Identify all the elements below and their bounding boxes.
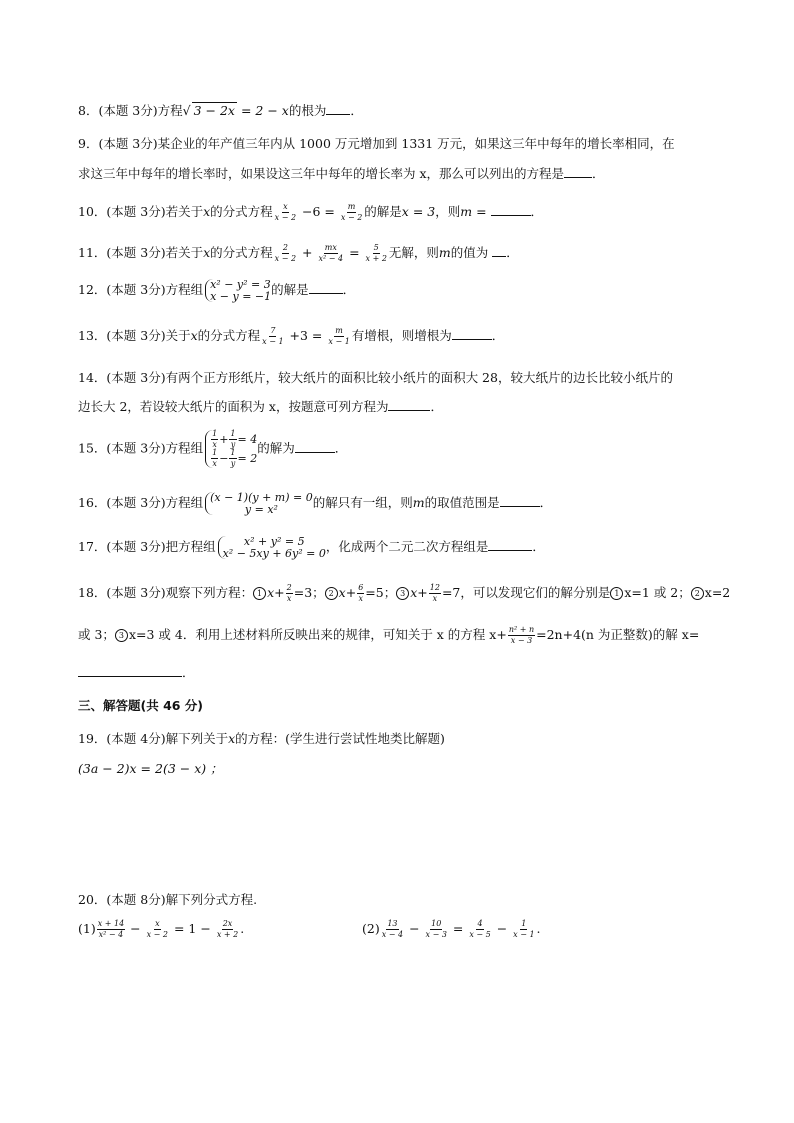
numerator: 1 bbox=[521, 919, 527, 928]
q8-rhs: = 2 − x bbox=[237, 103, 289, 118]
q13-tail: 有增根，则增根为 bbox=[351, 328, 452, 343]
answer-blank[interactable] bbox=[388, 399, 430, 411]
q16-end: ． bbox=[539, 495, 553, 511]
q18-text: 18．(本题 3分)观察下列方程： bbox=[78, 585, 254, 600]
part-label: (2) bbox=[362, 921, 380, 936]
numerator: x bbox=[155, 919, 160, 928]
question-8 bbox=[78, 103, 363, 118]
expr: =7，可以发现它们的解分别是 bbox=[441, 585, 611, 600]
expr: x=3 或 4．利用上述材料所反映出来的规律，可知关于 x 的方程 x+ bbox=[128, 627, 507, 642]
operator: − bbox=[492, 921, 512, 936]
q10-end: ． bbox=[530, 204, 544, 219]
operator: = 1 − bbox=[170, 921, 215, 936]
fraction bbox=[468, 920, 491, 939]
q8-tail: 的根为 bbox=[288, 103, 327, 118]
answer-blank[interactable] bbox=[78, 665, 182, 677]
expr: =3； bbox=[293, 585, 325, 600]
numerator: m bbox=[335, 326, 343, 335]
question-17 bbox=[78, 536, 545, 559]
denominator: x − 4 bbox=[381, 930, 404, 939]
numerator: x bbox=[283, 202, 288, 211]
expr: 或 3； bbox=[78, 627, 115, 642]
denominator: x bbox=[432, 594, 438, 603]
numerator: m bbox=[347, 202, 356, 211]
circled-number: 3 bbox=[396, 587, 409, 600]
numerator: 1 bbox=[212, 448, 218, 457]
q12-tail: 的解是 bbox=[271, 282, 309, 298]
q13-mid: 的分式方程 bbox=[197, 328, 261, 343]
numerator: 1 bbox=[230, 429, 236, 438]
q8-radicand: 3 − 2x bbox=[193, 103, 235, 118]
operator: +3 = bbox=[285, 328, 327, 343]
question-10 bbox=[78, 203, 543, 222]
q12-text: 12．(本题 3分)方程组 bbox=[78, 282, 204, 298]
fraction bbox=[211, 449, 218, 468]
q19-text: 19．(本题 4分)解下列关于 bbox=[78, 731, 229, 746]
operator: − bbox=[219, 451, 229, 465]
circled-number: 2 bbox=[691, 587, 704, 600]
circled-number: 1 bbox=[610, 587, 623, 600]
var-m: m bbox=[438, 245, 451, 260]
fraction bbox=[97, 920, 125, 939]
fraction bbox=[274, 244, 297, 263]
circled-number: 1 bbox=[253, 587, 266, 600]
fraction bbox=[365, 244, 388, 263]
fraction bbox=[357, 584, 364, 603]
sqrt-sign: √ bbox=[182, 103, 191, 118]
system-row-1: x² − y² = 3 bbox=[210, 278, 271, 291]
q11-mid2: 无解，则 bbox=[388, 245, 439, 260]
q12-end: ． bbox=[342, 282, 356, 298]
denominator: x − 1 bbox=[513, 930, 535, 939]
numerator: 6 bbox=[358, 583, 364, 592]
fraction bbox=[381, 920, 404, 939]
q8-text: 8．(本题 3分)方程 bbox=[78, 103, 183, 118]
numerator: 13 bbox=[387, 919, 398, 928]
denominator: x² − 4 bbox=[318, 254, 344, 263]
var-m: m bbox=[412, 495, 425, 511]
question-9-line2 bbox=[78, 166, 605, 181]
fraction bbox=[274, 203, 297, 222]
equation-system bbox=[218, 536, 326, 559]
denominator: x bbox=[358, 594, 363, 603]
denominator: y bbox=[230, 459, 236, 468]
question-20-part-1 bbox=[78, 920, 244, 939]
fraction bbox=[216, 920, 239, 939]
q17-text: 17．(本题 3分)把方程组 bbox=[78, 539, 216, 555]
period: . bbox=[536, 921, 541, 936]
question-16 bbox=[78, 492, 552, 515]
denominator: x + 2 bbox=[365, 254, 387, 263]
period: . bbox=[240, 921, 245, 936]
question-14-line2 bbox=[78, 399, 443, 414]
expr: x=1 或 2； bbox=[624, 585, 691, 600]
numerator: mx bbox=[324, 243, 337, 252]
q19-tail: 的方程：(学生进行尝试性地类比解题) bbox=[235, 731, 445, 746]
question-18-line2 bbox=[78, 626, 699, 645]
q10-mid2: 的解是 bbox=[364, 204, 402, 219]
q11-text: 11．(本题 3分)若关于 bbox=[78, 245, 204, 260]
question-20-part-2 bbox=[362, 920, 541, 939]
expr: =2n+4(n 为正整数)的解 x= bbox=[536, 627, 700, 642]
numerator: 2 bbox=[286, 583, 292, 592]
system-row-2 bbox=[210, 449, 257, 468]
denominator: x bbox=[212, 459, 217, 468]
denominator: x − 2 bbox=[146, 930, 169, 939]
answer-blank[interactable] bbox=[309, 282, 343, 294]
question-18-line3 bbox=[78, 665, 195, 680]
answer-blank[interactable] bbox=[491, 204, 531, 216]
numerator: 7 bbox=[270, 326, 276, 335]
system-row-2: y = x² bbox=[244, 502, 278, 516]
operator: − bbox=[126, 921, 145, 936]
q15-tail: 的解为 bbox=[257, 440, 295, 456]
circled-number: 3 bbox=[115, 629, 128, 642]
system-row-2: x − y = −1 bbox=[210, 289, 272, 303]
expr: x+ bbox=[410, 585, 428, 600]
system-row-1: (x − 1)(y + m) = 0 bbox=[210, 491, 313, 504]
q11-tail: 的值为 bbox=[450, 245, 493, 260]
q13-end: ． bbox=[491, 328, 505, 343]
numerator: 4 bbox=[477, 919, 483, 928]
q8-end: ． bbox=[350, 103, 363, 118]
question-9-line1: 9．(本题 3分)某企业的年产值三年内从 1000 万元增加到 1331 万元，如果这三年中每年的增长率相同，在 bbox=[78, 136, 675, 151]
q13-text: 13．(本题 3分)关于 bbox=[78, 328, 191, 343]
var-x: x bbox=[203, 245, 211, 260]
expr: x+ bbox=[338, 585, 357, 600]
fraction bbox=[261, 327, 284, 346]
question-13 bbox=[78, 327, 504, 346]
q10-ask: m = bbox=[460, 204, 491, 219]
denominator: x − 5 bbox=[469, 930, 491, 939]
denominator: x − 1 bbox=[328, 337, 350, 346]
answer-blank[interactable] bbox=[326, 103, 350, 115]
fraction bbox=[508, 626, 535, 645]
question-19-equation: (3a − 2)x = 2(3 − x) ； bbox=[78, 761, 223, 776]
denominator: x − 2 bbox=[274, 213, 297, 222]
q14-text: 边长大 2，若设较大纸片的面积为 x，按题意可列方程为 bbox=[78, 399, 389, 414]
numerator: x + 14 bbox=[97, 919, 125, 928]
numerator: 2 bbox=[282, 243, 288, 252]
fraction bbox=[211, 430, 218, 449]
denominator: x bbox=[212, 440, 217, 449]
answer-blank[interactable] bbox=[500, 495, 540, 507]
denominator: y bbox=[230, 440, 236, 449]
fraction bbox=[229, 430, 236, 449]
operator: + bbox=[219, 432, 229, 446]
fraction bbox=[146, 920, 169, 939]
denominator: x − 2 bbox=[274, 254, 297, 263]
q17-tail: ，化成两个二元二次方程组是 bbox=[325, 539, 489, 555]
q16-tail: 的解只有一组，则 bbox=[312, 495, 413, 511]
denominator: x − 2 bbox=[340, 213, 363, 222]
rhs: = 2 bbox=[237, 451, 258, 465]
equation-system bbox=[205, 492, 313, 515]
denominator: x − 3 bbox=[425, 930, 447, 939]
equation-system bbox=[205, 430, 257, 468]
fraction bbox=[286, 584, 293, 603]
q15-text: 15．(本题 3分)方程组 bbox=[78, 440, 204, 456]
question-15 bbox=[78, 430, 347, 468]
system-row-2: x² − 5xy + 6y² = 0 bbox=[222, 546, 326, 560]
fraction bbox=[317, 244, 344, 263]
operator: = bbox=[448, 921, 468, 936]
q9-text: 求这三年中每年的增长率时，如果设这三年中每年的增长率为 x，那么可以列出的方程是 bbox=[78, 166, 565, 181]
expr: =5； bbox=[365, 585, 397, 600]
question-20: 20．(本题 8分)解下列分式方程. bbox=[78, 892, 258, 907]
question-19 bbox=[78, 731, 445, 746]
denominator: x² − 4 bbox=[98, 930, 124, 939]
q10-mid3: ，则 bbox=[435, 204, 461, 219]
q14-end: ． bbox=[430, 399, 443, 414]
numerator: 12 bbox=[429, 583, 440, 592]
system-row-1: x² + y² = 5 bbox=[243, 535, 305, 548]
var-x: x bbox=[203, 204, 211, 219]
var-x: x bbox=[190, 328, 198, 343]
answer-blank[interactable] bbox=[488, 539, 532, 551]
answer-blank[interactable] bbox=[452, 328, 492, 340]
numerator: 10 bbox=[431, 919, 442, 928]
operator: = bbox=[345, 245, 364, 260]
q16-tail2: 的取值范围是 bbox=[424, 495, 500, 511]
operator: + bbox=[298, 245, 317, 260]
answer-blank[interactable] bbox=[492, 245, 506, 257]
denominator: x − 1 bbox=[262, 337, 284, 346]
numerator: 5 bbox=[373, 243, 379, 252]
var-x: x bbox=[228, 731, 236, 746]
question-11 bbox=[78, 244, 519, 263]
question-18-line1 bbox=[78, 584, 730, 603]
question-12 bbox=[78, 279, 355, 302]
denominator: x bbox=[286, 594, 292, 603]
q11-end: ． bbox=[506, 245, 519, 260]
fraction bbox=[512, 920, 535, 939]
answer-blank[interactable] bbox=[564, 166, 592, 178]
q17-end: ． bbox=[532, 539, 545, 555]
fraction bbox=[429, 584, 441, 603]
section-heading: 三、解答题(共 46 分) bbox=[78, 698, 204, 713]
numerator: 1 bbox=[230, 448, 236, 457]
fraction bbox=[425, 920, 448, 939]
q10-mid: 的分式方程 bbox=[210, 204, 273, 219]
q18-end: ． bbox=[182, 665, 195, 680]
q10-text: 10．(本题 3分)若关于 bbox=[78, 204, 204, 219]
numerator: 1 bbox=[212, 429, 218, 438]
numerator: n² + n bbox=[508, 625, 535, 634]
numerator: 2x bbox=[222, 919, 233, 928]
expr: x+ bbox=[267, 585, 285, 600]
system-row-1 bbox=[210, 430, 257, 449]
operator: − bbox=[405, 921, 424, 936]
fraction bbox=[229, 449, 236, 468]
q15-end: ． bbox=[334, 440, 348, 456]
q11-mid: 的分式方程 bbox=[210, 245, 273, 260]
denominator: x + 2 bbox=[216, 930, 239, 939]
fraction bbox=[327, 327, 350, 346]
answer-blank[interactable] bbox=[295, 441, 335, 453]
denominator: x − 3 bbox=[510, 636, 533, 645]
q16-text: 16．(本题 3分)方程组 bbox=[78, 495, 204, 511]
fraction bbox=[340, 203, 363, 222]
question-14-line1: 14．(本题 3分)有两个正方形纸片，较大纸片的面积比较小纸片的面积大 28，较大纸片的边长比较小纸片的 bbox=[78, 370, 673, 385]
operator: −6 = bbox=[298, 204, 339, 219]
expr: x=2 bbox=[704, 585, 731, 600]
q9-end: ． bbox=[592, 166, 605, 181]
q10-solution: x = 3 bbox=[401, 204, 436, 219]
part-label: (1) bbox=[78, 921, 96, 936]
equation-system bbox=[205, 279, 271, 302]
rhs: = 4 bbox=[237, 432, 258, 446]
circled-number: 2 bbox=[325, 587, 338, 600]
